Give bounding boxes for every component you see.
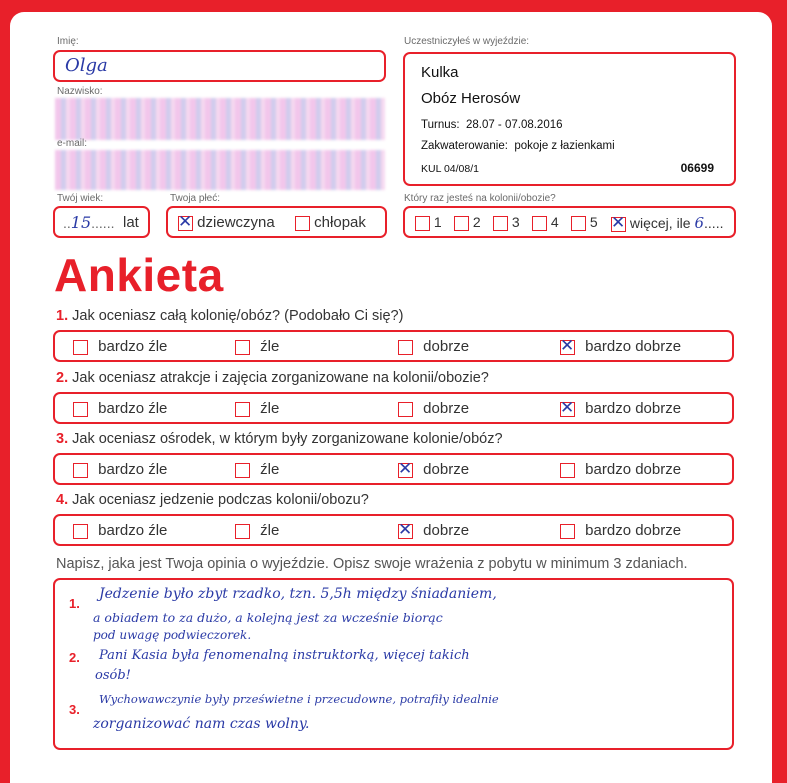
times-option-2[interactable]: 2 [454, 214, 481, 231]
answer-option[interactable] [398, 522, 469, 539]
times-option-4[interactable]: 4 [532, 214, 559, 231]
gender-option-female[interactable]: ✕ dziewczyna [178, 214, 275, 231]
question-text: Jak oceniasz całą kolonię/obóz? (Podobało Ci się?) [72, 308, 404, 324]
camp-name: Obóz Herosów [421, 90, 521, 107]
answer-checkbox[interactable] [560, 340, 575, 355]
times-option-more[interactable]: ✕ więcej, ile 6..... [611, 214, 723, 232]
answer-label: źle [260, 522, 280, 539]
question-4-answers [53, 514, 734, 546]
turnus-value: 28.07 - 07.08.2016 [465, 119, 563, 131]
gender-female-checkbox[interactable] [178, 216, 193, 231]
brand-name: Kulka [421, 64, 459, 81]
answer-option[interactable] [560, 338, 681, 355]
answer-label: źle [260, 400, 280, 417]
answer-label: bardzo dobrze [585, 461, 682, 478]
answer-option[interactable] [73, 338, 167, 355]
answer-checkbox[interactable] [235, 463, 250, 478]
name-value: Olga [65, 55, 108, 76]
surname-redacted [55, 98, 385, 140]
opinion-line: Jedzenie było zbyt rzadko, tzn. 5,5h między śniadaniem, [99, 586, 497, 602]
times-4-checkbox[interactable] [532, 216, 547, 231]
answer-option[interactable] [235, 461, 279, 478]
survey-title: Ankieta [54, 249, 224, 301]
opinion-line: osób! [95, 668, 131, 683]
opinion-line: Pani Kasia była fenomenalną instruktorką, więcej takich [99, 648, 470, 663]
times-more-checkbox[interactable] [611, 217, 626, 232]
question-text: Jak oceniasz ośrodek, w którym były zorganizowane kolonie/obóz? [72, 431, 503, 447]
question-number: 4. [56, 492, 69, 508]
answer-option[interactable] [235, 522, 279, 539]
answer-checkbox[interactable] [235, 524, 250, 539]
answer-label: dobrze [423, 338, 470, 355]
answer-label: źle [260, 461, 280, 478]
answer-label: bardzo źle [98, 400, 168, 417]
question-2 [56, 370, 489, 386]
answer-checkbox[interactable] [73, 524, 88, 539]
answer-checkbox[interactable] [398, 463, 413, 478]
answer-option[interactable] [560, 400, 681, 417]
answer-checkbox[interactable] [235, 340, 250, 355]
camp-number: 06699 [680, 161, 714, 175]
answer-checkbox[interactable] [560, 524, 575, 539]
answer-checkbox[interactable] [560, 463, 575, 478]
answer-checkbox[interactable] [73, 340, 88, 355]
answer-option[interactable] [398, 461, 469, 478]
question-1 [56, 308, 403, 324]
answer-option[interactable] [73, 461, 167, 478]
question-1-answers [53, 330, 734, 362]
answer-label: dobrze [423, 522, 470, 539]
question-4 [56, 492, 369, 508]
answer-label: dobrze [423, 400, 470, 417]
opinion-line: a obiadem to za dużo, a kolejną jest za wcześnie biorąc [93, 610, 443, 625]
turnus-label: Turnus: [421, 119, 460, 131]
times-label: Który raz jesteś na kolonii/obozie? [404, 193, 556, 204]
answer-label: bardzo źle [98, 522, 168, 539]
answer-checkbox[interactable] [235, 402, 250, 417]
gender-male-checkbox[interactable] [295, 216, 310, 231]
answer-checkbox[interactable] [73, 463, 88, 478]
question-3-answers [53, 453, 734, 485]
times-box [403, 206, 736, 238]
opinion-prompt: Napisz, jaka jest Twoja opinia o wyjeździe. Opisz swoje wrażenia z pobytu w minimum 3 zdaniach. [56, 556, 688, 572]
answer-checkbox[interactable] [398, 340, 413, 355]
opinion-line: zorganizować nam czas wolny. [93, 716, 310, 732]
participant-box [403, 52, 736, 186]
opinion-number-2: 2. [69, 650, 80, 665]
answer-checkbox[interactable] [398, 524, 413, 539]
opinion-line: Wychowawczynie były prześwietne i przecudowne, potrafiły idealnie [99, 692, 499, 706]
opinion-number-3: 3. [69, 702, 80, 717]
answer-label: bardzo dobrze [585, 338, 682, 355]
answer-option[interactable] [398, 338, 469, 355]
times-3-checkbox[interactable] [493, 216, 508, 231]
answer-label: bardzo dobrze [585, 400, 682, 417]
times-option-1[interactable]: 1 [415, 214, 442, 231]
accommodation-value: pokoje z łazienkami [514, 140, 615, 152]
participant-label: Uczestniczyłeś w wyjeździe: [404, 36, 530, 47]
question-number: 3. [56, 431, 69, 447]
age-value: 15 [70, 213, 92, 232]
question-number: 1. [56, 308, 69, 324]
gender-box [166, 206, 387, 238]
answer-option[interactable] [398, 400, 469, 417]
opinion-number-1: 1. [69, 596, 80, 611]
question-text: Jak oceniasz jedzenie podczas kolonii/obozu? [72, 492, 369, 508]
answer-option[interactable] [560, 522, 681, 539]
answer-checkbox[interactable] [73, 402, 88, 417]
times-5-checkbox[interactable] [571, 216, 586, 231]
email-redacted [55, 150, 385, 190]
answer-checkbox[interactable] [560, 402, 575, 417]
question-text: Jak oceniasz atrakcje i zajęcia zorganizowane na kolonii/obozie? [72, 370, 489, 386]
answer-label: bardzo źle [98, 338, 168, 355]
answer-option[interactable] [73, 400, 167, 417]
answer-label: źle [260, 338, 280, 355]
question-number: 2. [56, 370, 69, 386]
gender-label: Twoja płeć: [170, 193, 221, 204]
times-option-5[interactable]: 5 [571, 214, 598, 231]
answer-label: bardzo źle [98, 461, 168, 478]
camp-code: KUL 04/08/1 [421, 163, 479, 175]
times-more-value: 6 [694, 214, 705, 232]
times-2-checkbox[interactable] [454, 216, 469, 231]
name-label: Imię: [57, 36, 79, 47]
age-label: Twój wiek: [57, 193, 104, 204]
email-label: e-mail: [57, 138, 88, 149]
answer-checkbox[interactable] [398, 402, 413, 417]
opinion-line: pod uwagę podwieczorek. [93, 628, 252, 642]
gender-option-male[interactable]: chłopak [295, 214, 366, 231]
answer-option[interactable] [560, 461, 681, 478]
answer-option[interactable] [235, 338, 279, 355]
answer-label: bardzo dobrze [585, 522, 682, 539]
times-option-3[interactable]: 3 [493, 214, 520, 231]
age-unit: lat [123, 214, 139, 231]
name-field[interactable] [53, 50, 386, 82]
question-2-answers [53, 392, 734, 424]
surname-label: Nazwisko: [57, 86, 103, 97]
age-field[interactable]: ..15...... lat [53, 206, 150, 238]
opinion-box[interactable] [53, 578, 734, 750]
times-1-checkbox[interactable] [415, 216, 430, 231]
answer-option[interactable] [235, 400, 279, 417]
question-3 [56, 431, 503, 447]
accommodation-label: Zakwaterowanie: [421, 140, 508, 152]
answer-label: dobrze [423, 461, 470, 478]
answer-option[interactable] [73, 522, 167, 539]
